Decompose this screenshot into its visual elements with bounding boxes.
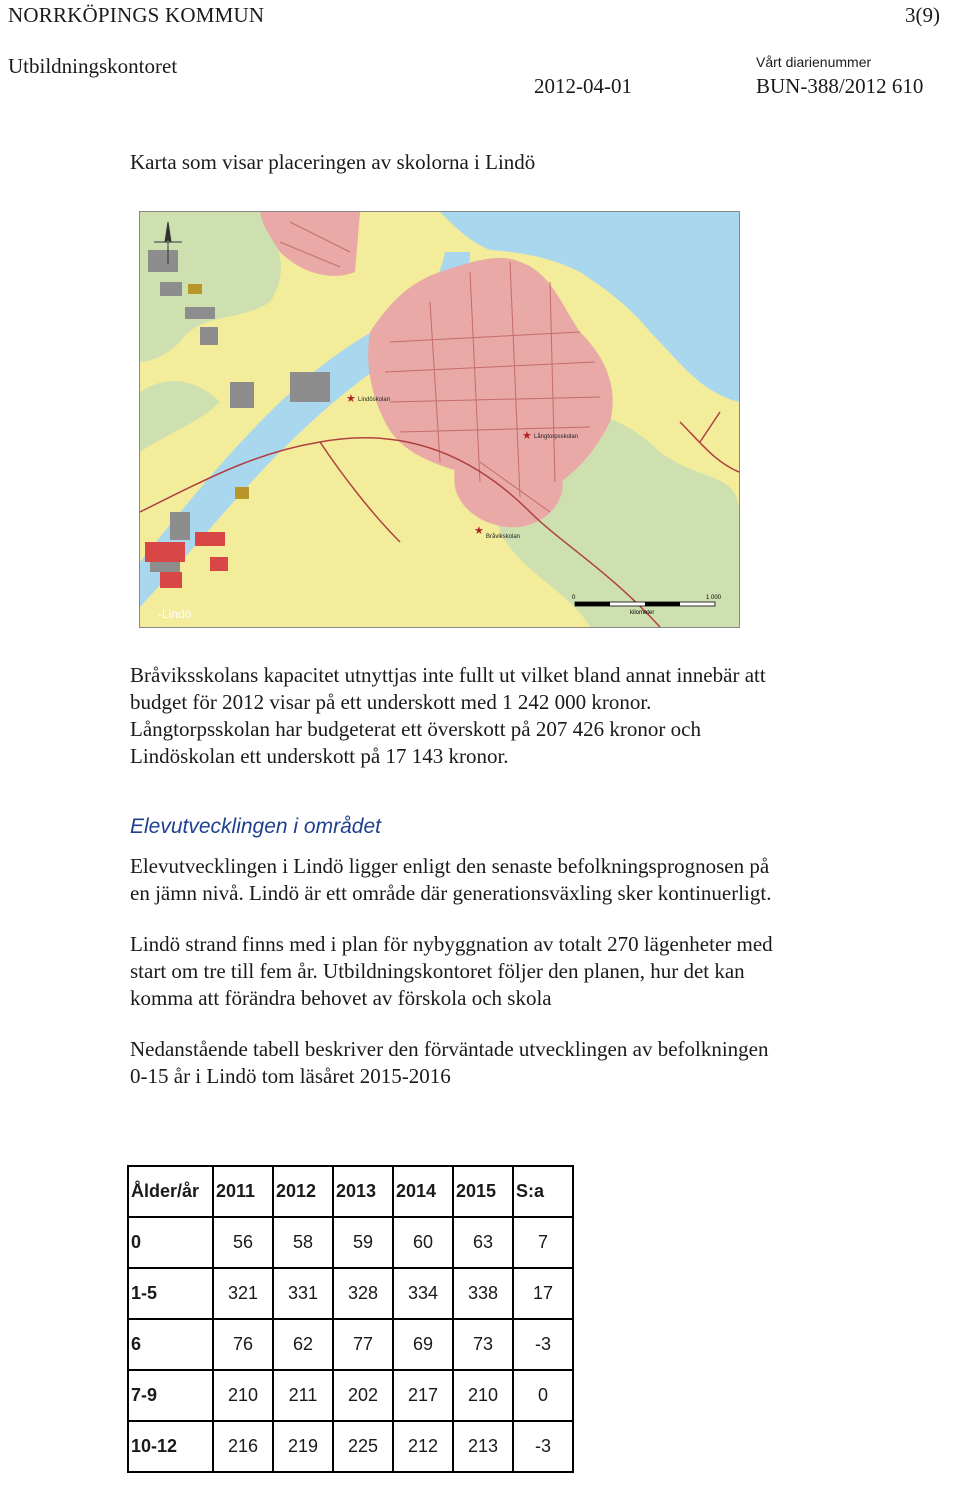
table-cell: 63	[453, 1217, 513, 1268]
table-cell: 210	[453, 1370, 513, 1421]
organization-name: NORRKÖPINGS KOMMUN	[8, 3, 265, 27]
school-location-map	[139, 211, 740, 628]
table-cell: 17	[513, 1268, 573, 1319]
table-cell: 338	[453, 1268, 513, 1319]
text-line: Lindöskolan ett underskott på 17 143 kronor.	[130, 744, 509, 768]
text-line: Bråviksskolans kapacitet utnyttjas inte fullt ut vilket bland annat innebär att	[130, 663, 766, 687]
table-header-cell: 2014	[393, 1166, 453, 1217]
table-cell: 216	[213, 1421, 273, 1472]
table-cell: -3	[513, 1421, 573, 1472]
table-cell: 6	[128, 1319, 213, 1370]
population-table	[127, 1165, 574, 1473]
table-row	[128, 1421, 573, 1472]
table-cell: 69	[393, 1319, 453, 1370]
table-cell: 331	[273, 1268, 333, 1319]
text-line: Lindö strand finns med i plan för nybyggnation av totalt 270 lägenheter med	[130, 932, 773, 956]
table-header-cell: 2012	[273, 1166, 333, 1217]
table-cell: 321	[213, 1268, 273, 1319]
diary-number: BUN-388/2012 610	[756, 74, 924, 98]
table-header-cell: S:a	[513, 1166, 573, 1217]
table-cell: 56	[213, 1217, 273, 1268]
table-cell: 217	[393, 1370, 453, 1421]
map-label-lindo: -Lindö	[158, 607, 192, 621]
budget-paragraph	[130, 662, 766, 770]
table-cell: 210	[213, 1370, 273, 1421]
table-cell: 212	[393, 1421, 453, 1472]
page-number: 3(9)	[905, 3, 940, 27]
table-cell: 213	[453, 1421, 513, 1472]
table-intro-paragraph	[130, 1036, 769, 1090]
map-label-lindoskolan: Lindöskolan	[358, 397, 391, 403]
table-cell: 58	[273, 1217, 333, 1268]
table-cell: 62	[273, 1319, 333, 1370]
school-marker-icon: ★	[474, 525, 484, 537]
table-row	[128, 1268, 573, 1319]
text-line: start om tre till fem år. Utbildningskontoret följer den planen, hur det kan	[130, 959, 745, 983]
text-line: Långtorpsskolan har budgeterat ett överskott på 207 426 kronor och	[130, 717, 701, 741]
table-header-cell: 2015	[453, 1166, 513, 1217]
text-line: 0-15 år i Lindö tom läsåret 2015-2016	[130, 1064, 451, 1088]
map-scale-end: 1 000	[706, 595, 722, 601]
table-cell: 60	[393, 1217, 453, 1268]
text-line: en jämn nivå. Lindö är ett område där generationsväxling sker kontinuerligt.	[130, 881, 772, 905]
table-cell: 334	[393, 1268, 453, 1319]
text-line: Nedanstående tabell beskriver den förväntade utvecklingen av befolkningen	[130, 1037, 769, 1061]
table-row	[128, 1217, 573, 1268]
new-construction-paragraph	[130, 931, 773, 1012]
map-scale-start: 0	[572, 595, 576, 601]
map-label-langtorpsskolan: Långtorpsskolan	[534, 434, 579, 440]
table-header-cell: 2013	[333, 1166, 393, 1217]
student-development-paragraph	[130, 853, 771, 907]
school-marker-icon: ★	[522, 430, 532, 442]
table-cell: 7-9	[128, 1370, 213, 1421]
table-header-cell: 2011	[213, 1166, 273, 1217]
table-cell: 211	[273, 1370, 333, 1421]
text-line: komma att förändra behovet av förskola och skola	[130, 986, 552, 1010]
table-cell: 202	[333, 1370, 393, 1421]
map-caption: Karta som visar placeringen av skolorna i Lindö	[130, 150, 536, 174]
table-header-row	[128, 1166, 573, 1217]
table-cell: 76	[213, 1319, 273, 1370]
table-row	[128, 1370, 573, 1421]
table-cell: 10-12	[128, 1421, 213, 1472]
text-line: Elevutvecklingen i Lindö ligger enligt den senaste befolkningsprognosen på	[130, 854, 770, 878]
table-cell: 0	[128, 1217, 213, 1268]
table-cell: 1-5	[128, 1268, 213, 1319]
table-cell: 77	[333, 1319, 393, 1370]
table-header-cell: Ålder/år	[128, 1166, 213, 1217]
table-cell: 59	[333, 1217, 393, 1268]
table-cell: 0	[513, 1370, 573, 1421]
table-cell: 219	[273, 1421, 333, 1472]
section-heading: Elevutvecklingen i området	[130, 815, 381, 838]
department-name: Utbildningskontoret	[8, 54, 178, 78]
map-scale-unit: kilometer	[630, 610, 655, 616]
school-marker-icon: ★	[346, 393, 356, 405]
table-cell: 225	[333, 1421, 393, 1472]
map-label-bravikskolan: Bråvikskolan	[486, 534, 521, 540]
table-cell: 328	[333, 1268, 393, 1319]
text-line: budget för 2012 visar på ett underskott med 1 242 000 kronor.	[130, 690, 652, 714]
table-cell: -3	[513, 1319, 573, 1370]
table-cell: 73	[453, 1319, 513, 1370]
map-scale-bar	[575, 602, 715, 606]
diary-number-label: Vårt diarienummer	[756, 54, 872, 70]
table-row	[128, 1319, 573, 1370]
table-cell: 7	[513, 1217, 573, 1268]
document-date: 2012-04-01	[534, 74, 632, 98]
